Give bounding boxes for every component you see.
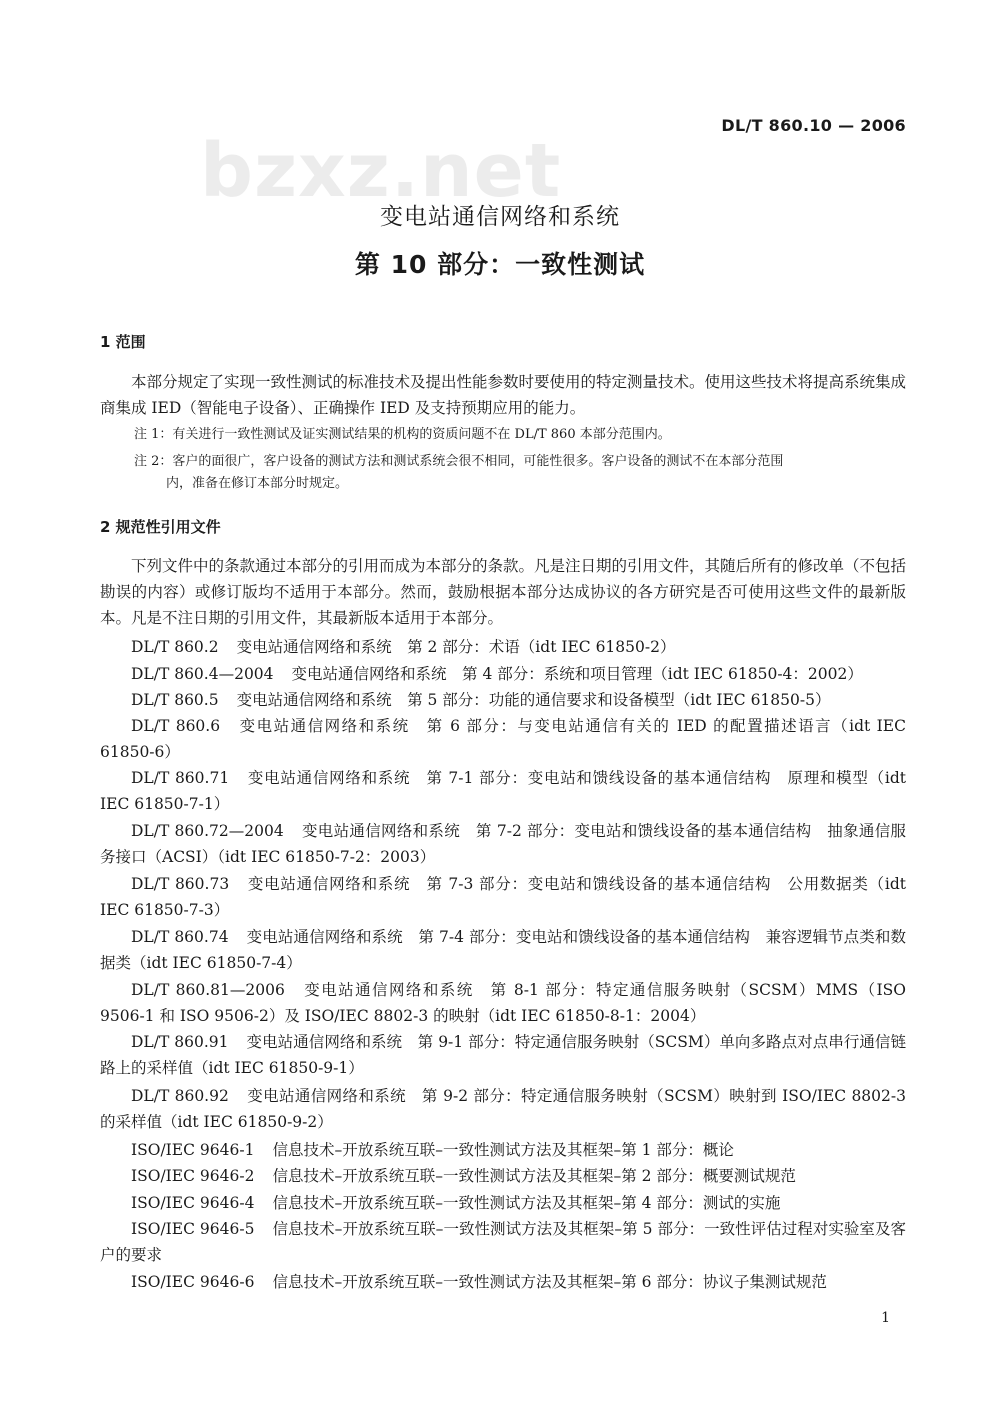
reference-item [100,1269,906,1295]
reference-item [100,661,906,687]
reference-text: 信息技术–开放系统互联–一致性测试方法及其框架–第 2 部分：概要测试规范 [272,1167,796,1185]
reference-code: DL/T 860.6 [131,717,221,735]
reference-text: 变电站通信网络和系统 第 8-1 部分：特定通信服务映射（SCSM）MMS（ISO 9506-1 和 ISO 9506-2）及 ISO/IEC 8802-3 的映射（idt IEC 61850-8-1：2004） [100,981,906,1025]
reference-code: ISO/IEC 9646-4 [131,1194,255,1212]
document-subtitle: 第 10 部分：一致性测试 [354,250,646,279]
reference-code: DL/T 860.91 [131,1033,229,1051]
reference-code: DL/T 860.4—2004 [131,665,274,683]
scope-paragraph: 本部分规定了实现一致性测试的标准技术及提出性能参数时要使用的特定测量技术。使用这些技术将提高系统集成商集成 IED（智能电子设备）、正确操作 IED 及支持预期应用的能力。 [100,373,907,417]
reference-text: 变电站通信网络和系统 第 7-3 部分：变电站和馈线设备的基本通信结构 公用数据类（idt IEC 61850-7-3） [100,875,906,919]
reference-text: 信息技术–开放系统互联–一致性测试方法及其框架–第 6 部分：协议子集测试规范 [272,1273,827,1291]
note-2-line-1: 注 2：客户的面很广，客户设备的测试方法和测试系统会很不相同，可能性很多。客户设备的测试不在本部分范围 [134,454,784,469]
note-1: 注 1：有关进行一致性测试及证实测试结果的机构的资质问题不在 DL/T 860 本部分范围内。 [134,427,671,442]
reference-item [100,1083,906,1135]
reference-text: 信息技术–开放系统互联–一致性测试方法及其框架–第 4 部分：测试的实施 [272,1194,781,1212]
reference-text: 变电站通信网络和系统 第 2 部分：术语（idt IEC 61850-2） [236,638,676,656]
standard-code: DL/T 860.10 — 2006 [721,116,906,135]
reference-item [100,924,906,976]
reference-item [100,1216,906,1268]
reference-item [100,871,906,923]
reference-code: DL/T 860.5 [131,691,219,709]
reference-item [100,713,906,765]
reference-text: 变电站通信网络和系统 第 9-1 部分：特定通信服务映射（SCSM）单向多路点对点串行通信链路上的采样值（idt IEC 61850-9-1） [100,1033,906,1077]
reference-item [100,1137,906,1163]
reference-item [100,1190,906,1216]
reference-code: DL/T 860.2 [131,638,219,656]
reference-item [100,634,906,660]
reference-code: DL/T 860.71 [131,769,230,787]
section-heading-scope: 1 范围 [100,333,146,351]
reference-text: 信息技术–开放系统互联–一致性测试方法及其框架–第 1 部分：概论 [272,1141,734,1159]
reference-code: ISO/IEC 9646-5 [131,1220,255,1238]
reference-code: ISO/IEC 9646-2 [131,1167,255,1185]
reference-text: 变电站通信网络和系统 第 9-2 部分：特定通信服务映射（SCSM）映射到 ISO/IEC 8802-3 的采样值（idt IEC 61850-9-2） [100,1087,906,1131]
reference-code: DL/T 860.72—2004 [131,822,284,840]
reference-code: DL/T 860.81—2006 [131,981,285,999]
reference-item [100,977,906,1029]
reference-code: DL/T 860.92 [131,1087,229,1105]
page-number: 1 [881,1310,890,1326]
reference-code: DL/T 860.74 [131,928,229,946]
reference-code: ISO/IEC 9646-6 [131,1273,255,1291]
reference-text: 变电站通信网络和系统 第 6 部分：与变电站通信有关的 IED 的配置描述语言（idt IEC 61850-6） [100,717,906,761]
note-2-line-2: 内，准备在修订本部分时规定。 [166,476,349,491]
reference-item [100,1163,906,1189]
reference-text: 变电站通信网络和系统 第 7-1 部分：变电站和馈线设备的基本通信结构 原理和模型（idt IEC 61850-7-1） [100,769,906,813]
document-title: 变电站通信网络和系统 [380,204,620,230]
reference-text: 变电站通信网络和系统 第 7-2 部分：变电站和馈线设备的基本通信结构 抽象通信服务接口（ACSI）（idt IEC 61850-7-2：2003） [100,822,906,866]
reference-item [100,818,906,870]
reference-item [100,765,906,817]
reference-item [100,1029,906,1081]
section-heading-normative-references: 2 规范性引用文件 [100,518,221,536]
reference-text: 变电站通信网络和系统 第 4 部分：系统和项目管理（idt IEC 61850-4：2002） [291,665,863,683]
watermark: bzxz.net [200,128,562,214]
reference-text: 变电站通信网络和系统 第 7-4 部分：变电站和馈线设备的基本通信结构 兼容逻辑节点类和数据类（idt IEC 61850-7-4） [100,928,906,972]
reference-code: ISO/IEC 9646-1 [131,1141,255,1159]
references-intro-paragraph: 下列文件中的条款通过本部分的引用而成为本部分的条款。凡是注日期的引用文件，其随后所有的修改单（不包括勘误的内容）或修订版均不适用于本部分。然而，鼓励根据本部分达成协议的各方研究是否可使用这些文件的最新版本。凡是不注日期的引用文件，其最新版本适用于本部分。 [100,557,907,627]
reference-text: 信息技术–开放系统互联–一致性测试方法及其框架–第 5 部分：一致性评估过程对实验室及客户的要求 [100,1220,906,1264]
reference-item [100,687,906,713]
reference-code: DL/T 860.73 [131,875,230,893]
reference-text: 变电站通信网络和系统 第 5 部分：功能的通信要求和设备模型（idt IEC 61850-5） [236,691,831,709]
